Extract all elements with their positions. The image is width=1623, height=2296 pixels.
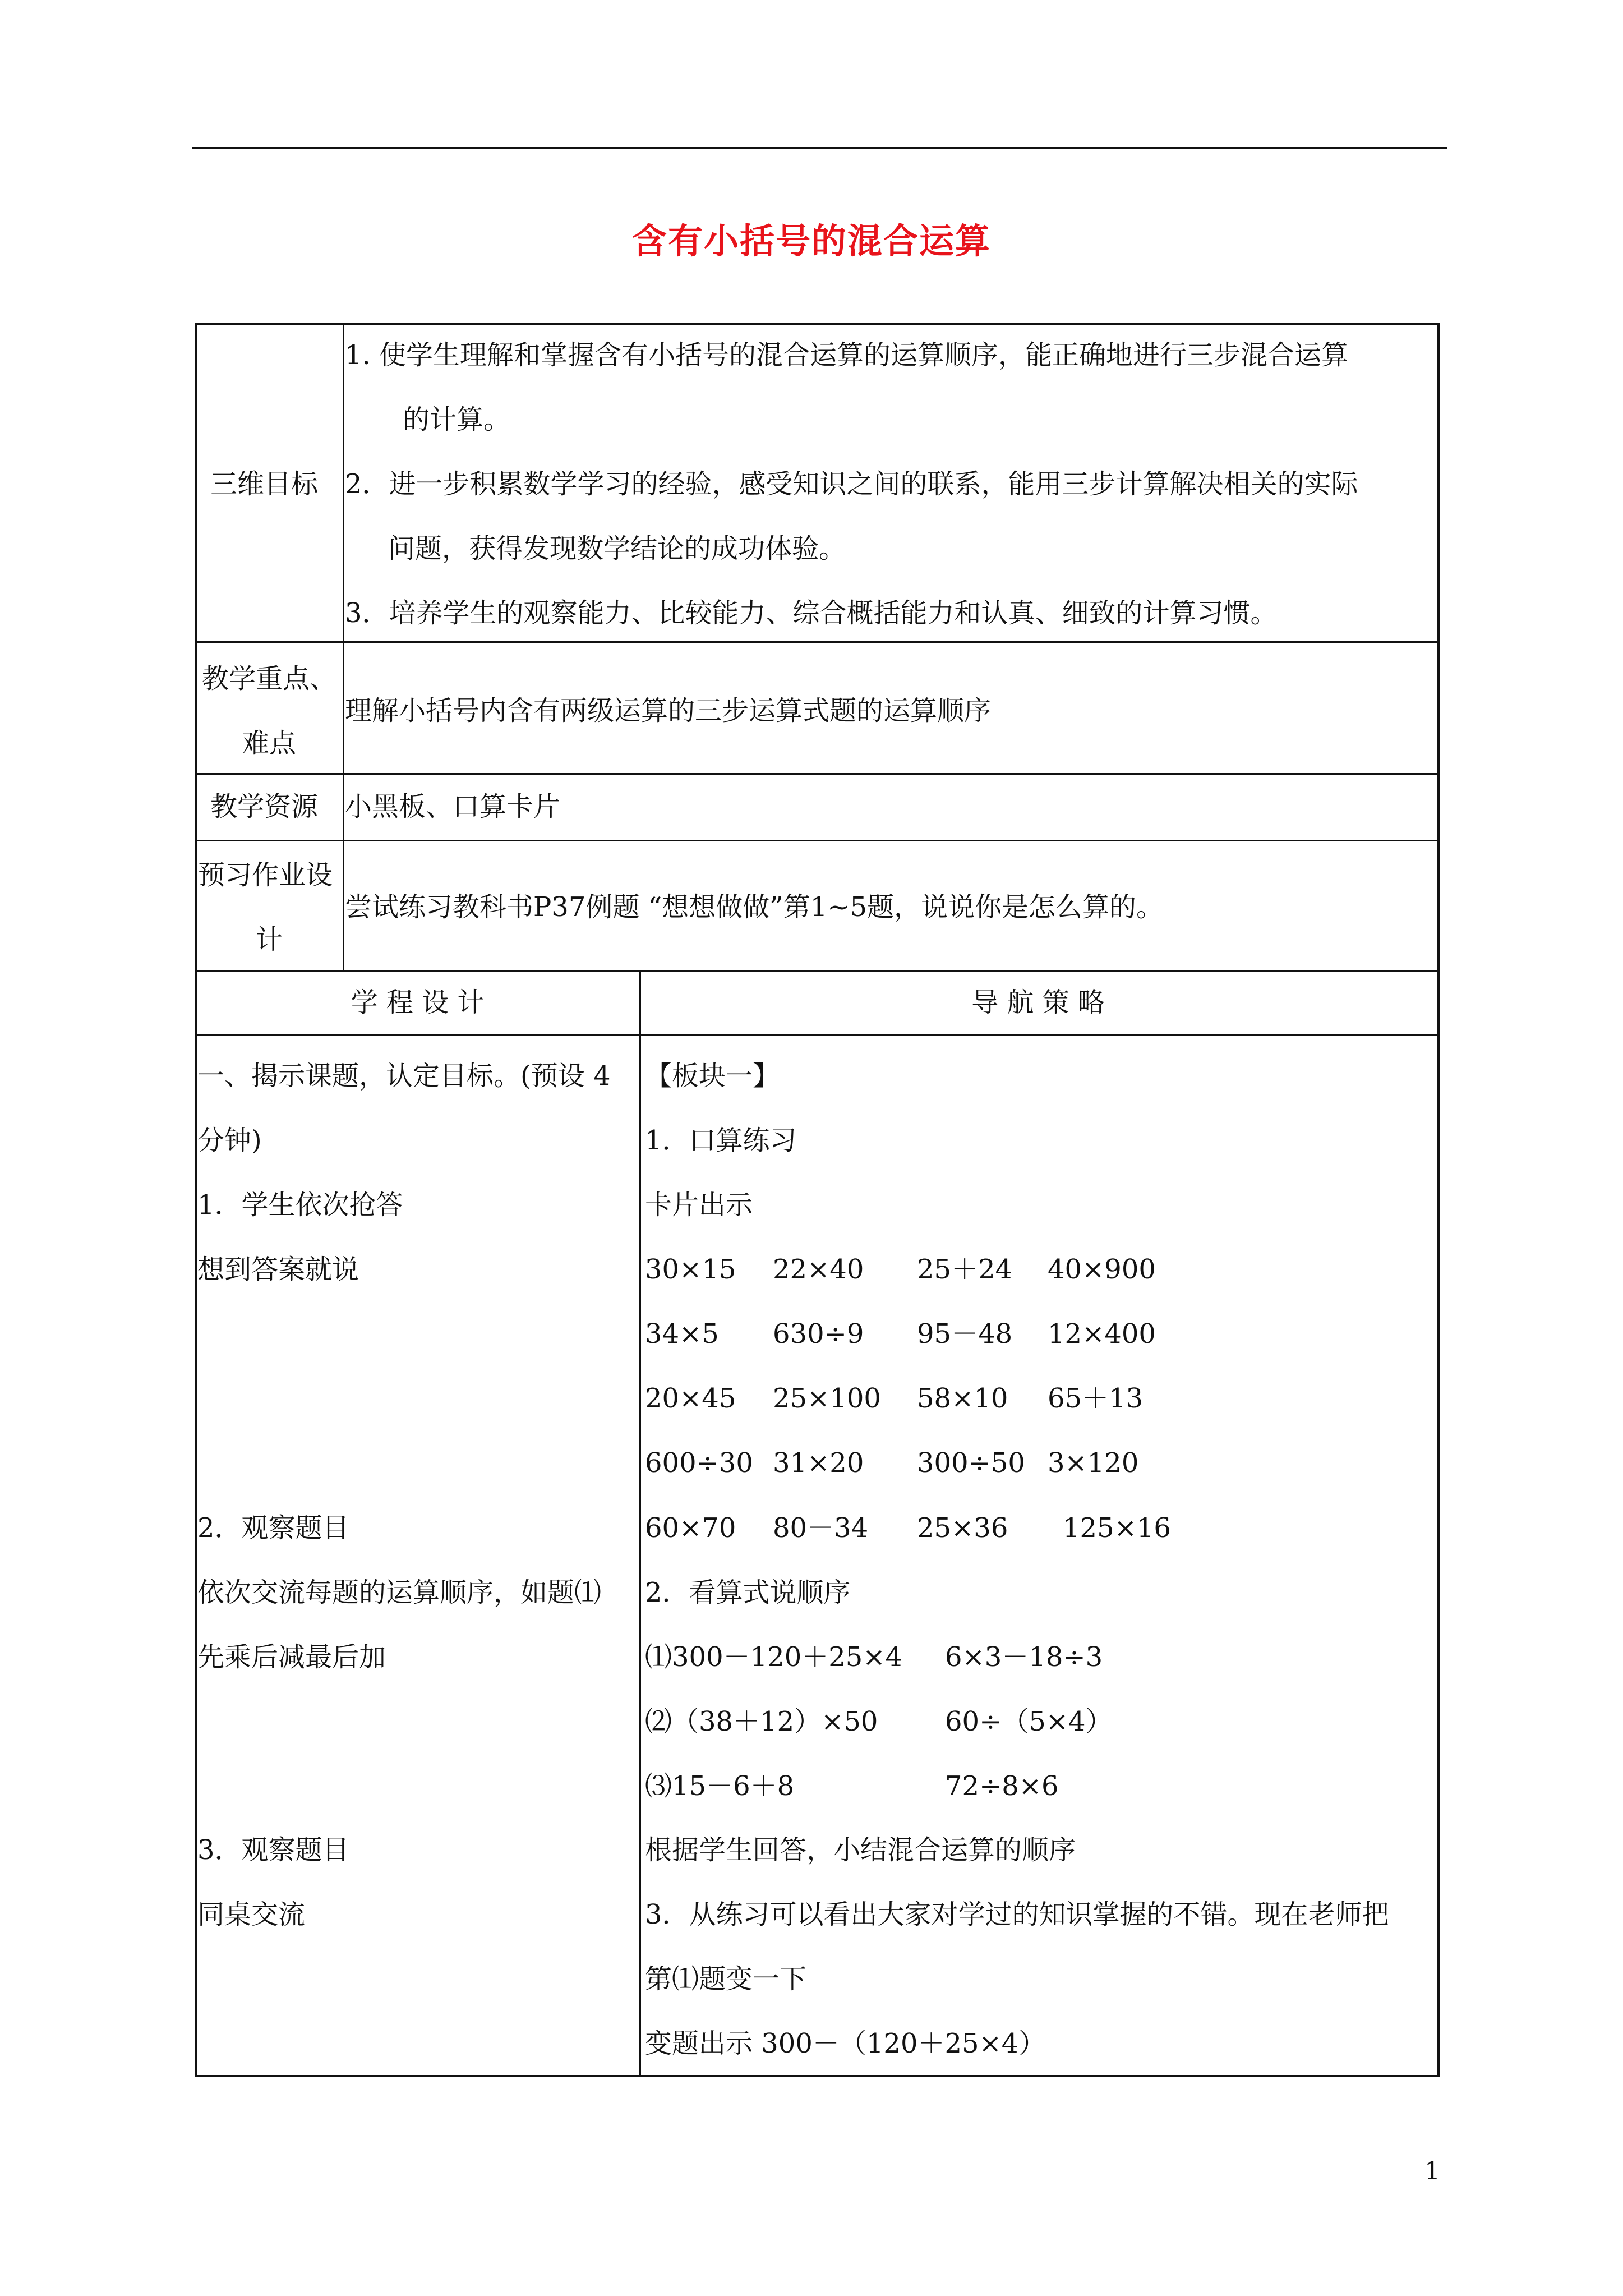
goal-1-line-2: 的计算。 bbox=[403, 404, 511, 435]
goals-label: 三维目标 bbox=[210, 468, 319, 500]
left-step-4: 3．观察题目 bbox=[197, 1834, 349, 1866]
header-rule bbox=[192, 147, 1447, 149]
row-divider bbox=[195, 773, 1437, 775]
section-heading: 【板块一】 bbox=[645, 1060, 780, 1092]
oral-expression: 25×36 bbox=[917, 1512, 1008, 1544]
oral-expression: 630÷9 bbox=[773, 1318, 864, 1350]
goal-2-line-1: 2．进一步积累数学学习的经验，感受知识之间的联系，能用三步计算解决相关的实际 bbox=[345, 468, 1358, 500]
oral-expression: 12×400 bbox=[1048, 1318, 1156, 1350]
oral-expression: 22×40 bbox=[773, 1254, 864, 1285]
order-expression: ⑴300－120＋25×4 bbox=[645, 1641, 903, 1673]
preview-label-line-2: 计 bbox=[255, 924, 283, 955]
row-divider bbox=[195, 970, 1437, 972]
cards-label: 卡片出示 bbox=[645, 1189, 753, 1221]
navigation-strategy-header: 导 航 策 略 bbox=[971, 987, 1105, 1018]
row-divider bbox=[195, 641, 1437, 643]
left-step-4-note: 同桌交流 bbox=[197, 1899, 306, 1930]
plan-column-divider bbox=[639, 971, 641, 2075]
oral-expression: 34×5 bbox=[645, 1318, 719, 1350]
order-expression: ⑶15－6＋8 bbox=[645, 1770, 795, 1802]
goal-2-line-2: 问题，获得发现数学结论的成功体验。 bbox=[388, 533, 846, 564]
label-column-divider bbox=[343, 323, 344, 971]
preview-label-line-1: 预习作业设 bbox=[198, 859, 333, 891]
order-expression: 6×3－18÷3 bbox=[945, 1641, 1103, 1673]
item-variant-line-1: 3．从练习可以看出大家对学过的知识掌握的不错。现在老师把 bbox=[645, 1899, 1389, 1930]
order-expression: ⑵（38＋12）×50 bbox=[645, 1706, 878, 1737]
left-step-3-line-1: 依次交流每题的运算顺序，如题⑴ bbox=[197, 1577, 602, 1608]
left-step-1-cont: 分钟) bbox=[197, 1125, 262, 1156]
document-title: 含有小括号的混合运算 bbox=[631, 220, 991, 261]
goal-1-line-1: 1. 使学生理解和掌握含有小括号的混合运算的运算顺序，能正确地进行三步混合运算 bbox=[345, 339, 1349, 371]
oral-expression: 20×45 bbox=[645, 1383, 736, 1414]
oral-expression: 125×16 bbox=[1063, 1512, 1171, 1544]
left-step-3-line-2: 先乘后减最后加 bbox=[197, 1641, 386, 1673]
page-number: 1 bbox=[1424, 2157, 1440, 2185]
oral-expression: 300÷50 bbox=[917, 1447, 1025, 1479]
oral-expression: 25×100 bbox=[773, 1383, 881, 1414]
oral-expression: 60×70 bbox=[645, 1512, 736, 1544]
oral-expression: 58×10 bbox=[917, 1383, 1008, 1414]
preview-content: 尝试练习教科书P37例题 “想想做做”第1~5题，说说你是怎么算的。 bbox=[345, 891, 1164, 923]
focus-content: 理解小括号内含有两级运算的三步运算式题的运算顺序 bbox=[345, 695, 992, 726]
row-divider bbox=[195, 1034, 1437, 1036]
oral-expression: 65＋13 bbox=[1048, 1383, 1144, 1414]
variant-expression: 变题出示 300－（120＋25×4） bbox=[645, 2028, 1046, 2059]
learning-design-header: 学 程 设 计 bbox=[351, 987, 485, 1018]
left-step-2-note: 想到答案就说 bbox=[197, 1254, 359, 1285]
item-oral-practice: 1．口算练习 bbox=[645, 1125, 797, 1156]
oral-expression: 30×15 bbox=[645, 1254, 736, 1285]
order-expression: 60÷（5×4） bbox=[945, 1706, 1113, 1737]
oral-expression: 95－48 bbox=[917, 1318, 1013, 1350]
focus-label-line-1: 教学重点、 bbox=[201, 663, 336, 694]
oral-expression: 3×120 bbox=[1048, 1447, 1139, 1479]
oral-expression: 600÷30 bbox=[645, 1447, 753, 1479]
row-divider bbox=[195, 840, 1437, 841]
oral-expression: 25＋24 bbox=[917, 1254, 1013, 1285]
order-summary: 根据学生回答，小结混合运算的顺序 bbox=[645, 1834, 1076, 1866]
focus-label-line-2: 难点 bbox=[242, 728, 296, 759]
left-step-3: 2．观察题目 bbox=[197, 1512, 349, 1544]
resources-content: 小黑板、口算卡片 bbox=[345, 791, 561, 822]
goal-3-line-1: 3．培养学生的观察能力、比较能力、综合概括能力和认真、细致的计算习惯。 bbox=[345, 597, 1278, 629]
oral-expression: 40×900 bbox=[1048, 1254, 1156, 1285]
resources-label: 教学资源 bbox=[210, 791, 319, 822]
item-order-reading: 2．看算式说顺序 bbox=[645, 1577, 851, 1608]
left-step-2: 1．学生依次抢答 bbox=[197, 1189, 403, 1221]
oral-expression: 31×20 bbox=[773, 1447, 864, 1479]
left-step-1: 一、揭示课题，认定目标。(预设 4 bbox=[197, 1060, 611, 1092]
oral-expression: 80－34 bbox=[773, 1512, 869, 1544]
item-variant-line-2: 第⑴题变一下 bbox=[645, 1963, 807, 1995]
order-expression: 72÷8×6 bbox=[945, 1770, 1059, 1802]
